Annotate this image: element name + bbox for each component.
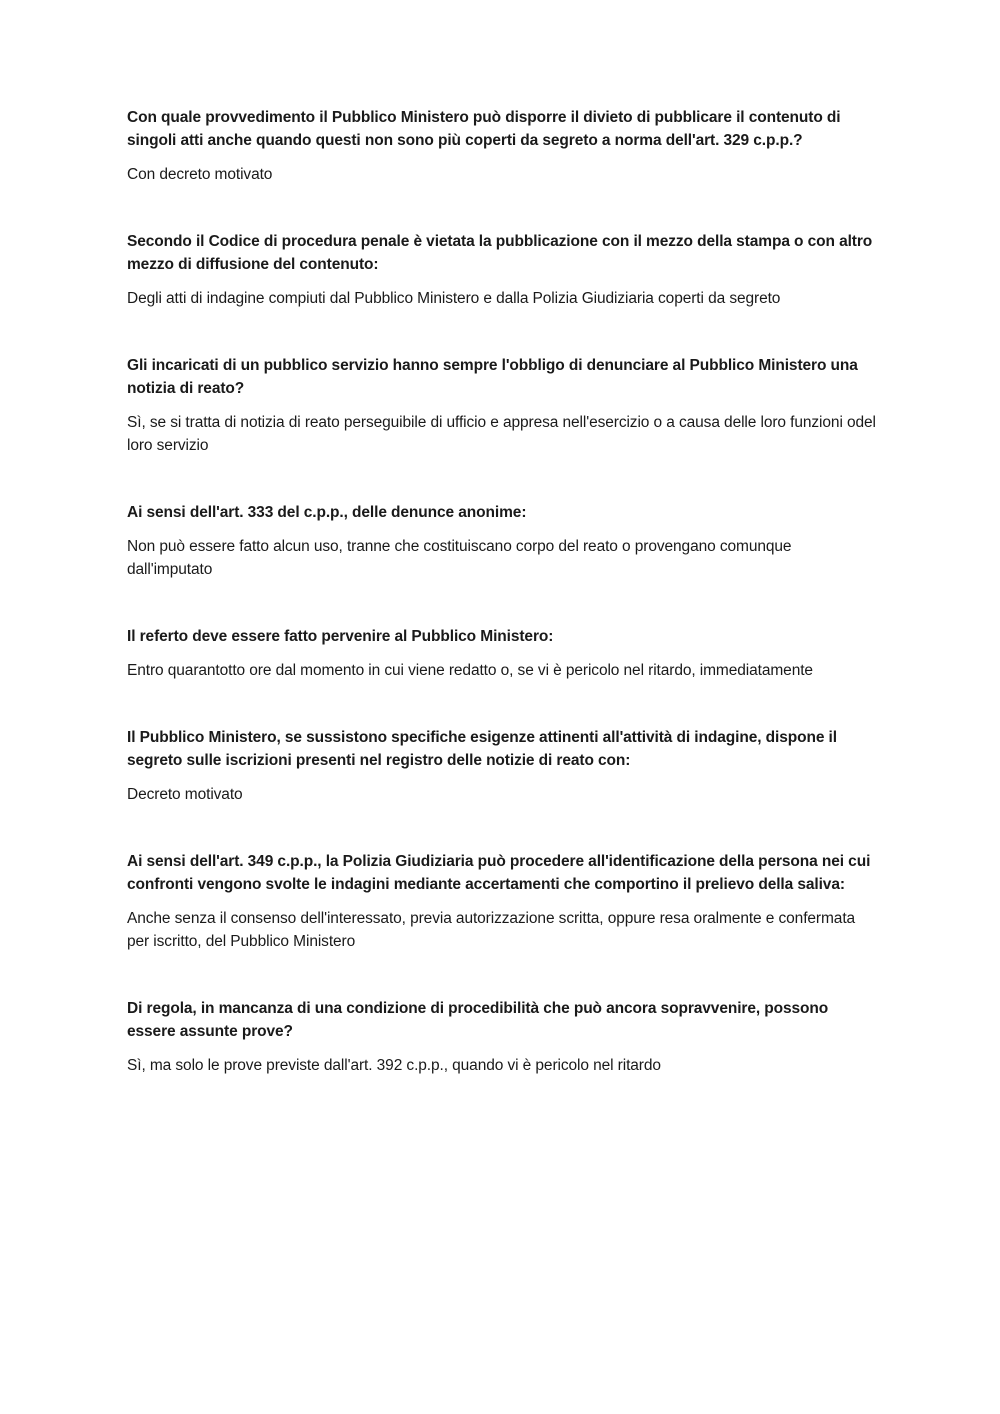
question-text: Con quale provvedimento il Pubblico Ministero può disporre il divieto di pubblicare il contenuto di singoli atti anche quando questi non sono più coperti da segreto a norma dell'art. 329 c.p.p.? (127, 109, 841, 149)
qa-item (127, 501, 879, 581)
answer-text: Anche senza il consenso dell'interessato, previa autorizzazione scritta, oppure resa oralmente e confermata per iscritto, del Pubblico Ministero (127, 910, 856, 950)
qa-item (127, 230, 879, 310)
answer-text: Decreto motivato (127, 786, 243, 803)
qa-item (127, 354, 879, 457)
answer-text: Sì, se si tratta di notizia di reato perseguibile di ufficio e appresa nell'esercizio o a causa delle loro funzioni odel loro servizio (127, 414, 876, 454)
question-text: Il Pubblico Ministero, se sussistono specifiche esigenze attinenti all'attività di indagine, dispone il segreto sulle iscrizioni presenti nel registro delle notizie di reato con: (127, 729, 837, 769)
answer-text: Con decreto motivato (127, 166, 273, 183)
question-text: Secondo il Codice di procedura penale è vietata la pubblicazione con il mezzo della stampa o con altro mezzo di diffusione del contenuto: (127, 233, 873, 273)
qa-item (127, 625, 879, 682)
qa-item (127, 850, 879, 953)
qa-item (127, 726, 879, 806)
qa-item (127, 106, 879, 186)
question-text: Il referto deve essere fatto pervenire al Pubblico Ministero: (127, 628, 554, 645)
answer-text: Sì, ma solo le prove previste dall'art. 392 c.p.p., quando vi è pericolo nel ritardo (127, 1057, 661, 1074)
question-text: Ai sensi dell'art. 333 del c.p.p., delle denunce anonime: (127, 504, 527, 521)
question-text: Ai sensi dell'art. 349 c.p.p., la Polizia Giudiziaria può procedere all'identificazione della persona nei cui confronti vengono svolte le indagini mediante accertamenti che comportino il prelievo della saliva: (127, 853, 871, 893)
answer-text: Entro quarantotto ore dal momento in cui viene redatto o, se vi è pericolo nel ritardo, immediatamente (127, 662, 813, 679)
question-text: Gli incaricati di un pubblico servizio hanno sempre l'obbligo di denunciare al Pubblico Ministero una notizia di reato? (127, 357, 858, 397)
answer-text: Degli atti di indagine compiuti dal Pubblico Ministero e dalla Polizia Giudiziaria coperti da segreto (127, 290, 781, 307)
answer-text: Non può essere fatto alcun uso, tranne che costituiscano corpo del reato o provengano comunque dall'imputato (127, 538, 792, 578)
question-text: Di regola, in mancanza di una condizione di procedibilità che può ancora sopravvenire, possono essere assunte prove? (127, 1000, 829, 1040)
qa-item (127, 997, 879, 1077)
document-page (127, 106, 879, 1121)
